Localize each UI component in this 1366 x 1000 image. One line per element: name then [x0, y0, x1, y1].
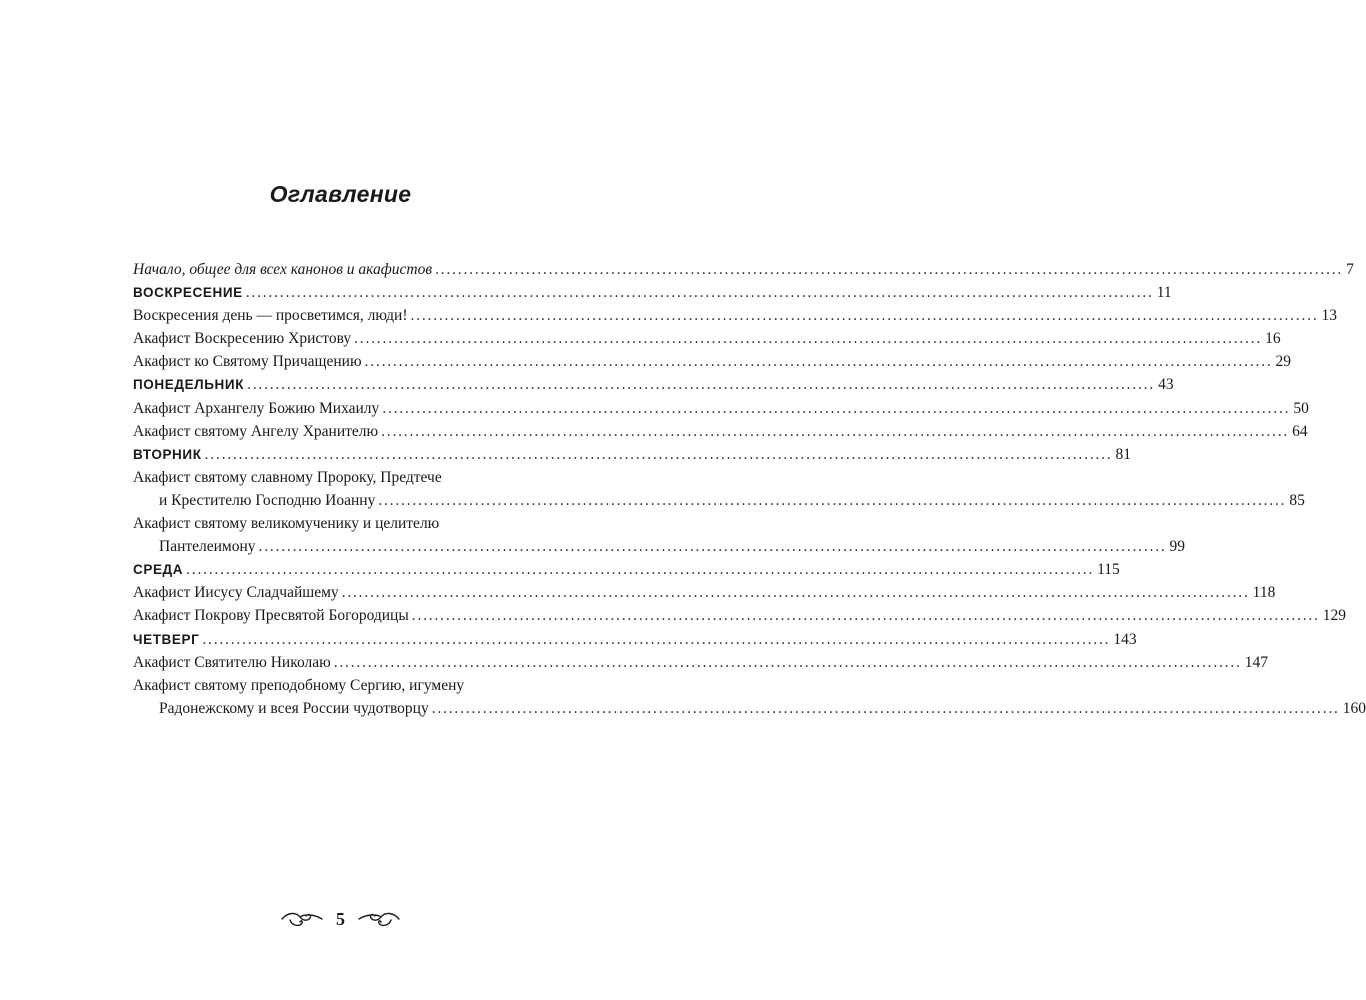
dot-leader: ................................................................................................................................................................ — [381, 422, 1290, 440]
toc-entry[interactable] — [133, 604, 1347, 627]
dot-leader: ................................................................................................................................................................ — [411, 607, 1320, 625]
toc-entry[interactable] — [133, 304, 1337, 327]
toc-entry-page: 16 — [1265, 330, 1281, 348]
dot-leader: ................................................................................................................................................................ — [382, 399, 1291, 417]
dot-leader: ................................................................................................................................................................ — [364, 353, 1273, 371]
toc-entry[interactable] — [133, 581, 1276, 604]
dot-leader: ................................................................................................................................................................ — [410, 307, 1319, 325]
toc-entry-label: СРЕДА — [133, 562, 184, 578]
toc-entry-label: Акафист Иисусу Сладчайшему — [133, 584, 339, 602]
toc-entry-label: ВТОРНИК — [133, 446, 202, 462]
toc-entry-page: 50 — [1293, 399, 1309, 417]
dot-leader: ................................................................................................................................................................ — [431, 699, 1340, 717]
toc-entry-label-line1: Акафист святому славному Пророку, Предтече — [133, 468, 442, 486]
toc-section-heading[interactable] — [133, 558, 1120, 581]
toc-entry[interactable] — [133, 420, 1308, 443]
toc-entry-label: Воскресения день — просветимся, люди! — [133, 307, 408, 325]
toc-entry-label: Акафист ко Святому Причащению — [133, 353, 362, 371]
toc-entry[interactable] — [133, 466, 1305, 512]
toc-entry-page: 7 — [1346, 261, 1354, 278]
page-footer — [0, 908, 681, 930]
toc-entry-label: Акафист святому Ангелу Хранителю — [133, 422, 379, 440]
toc-entry-label: Акафист Покрову Пресвятой Богородицы — [133, 607, 409, 625]
toc-entry-label: ПОНЕДЕЛЬНИК — [133, 377, 245, 393]
toc-entry[interactable] — [133, 512, 1186, 558]
toc-entry[interactable] — [133, 397, 1309, 420]
toc-entry[interactable] — [133, 258, 1354, 281]
dot-leader: ................................................................................................................................................................ — [245, 284, 1154, 302]
table-of-contents — [133, 258, 1366, 720]
dot-leader: ................................................................................................................................................................ — [378, 491, 1287, 509]
toc-entry[interactable] — [133, 674, 1366, 720]
toc-entry-page: 29 — [1275, 353, 1292, 371]
toc-entry-page: 13 — [1321, 307, 1337, 325]
toc-entry-label: Акафист Святителю Николаю — [133, 653, 331, 671]
toc-section-heading[interactable] — [133, 443, 1132, 466]
toc-entry-page: 147 — [1244, 653, 1268, 671]
toc-entry-label: Акафист Воскресению Христову — [133, 330, 352, 348]
toc-entry-page: 11 — [1156, 284, 1172, 302]
dot-leader: ................................................................................................................................................................ — [354, 330, 1263, 348]
toc-entry-page: 85 — [1289, 491, 1305, 509]
toc-entry-label: Пантелеимону — [159, 538, 256, 556]
toc-entry-label: Начало, общее для всех канонов и акафистов — [133, 261, 433, 278]
toc-entry[interactable] — [133, 350, 1292, 373]
dot-leader: ................................................................................................................................................................ — [435, 261, 1344, 278]
dot-leader: ................................................................................................................................................................ — [258, 538, 1167, 556]
toc-entry[interactable] — [133, 327, 1281, 350]
dot-leader: ................................................................................................................................................................ — [202, 630, 1111, 648]
toc-entry-label-line1: Акафист святому великомученику и целителю — [133, 515, 440, 533]
toc-section-heading[interactable] — [133, 628, 1137, 651]
dot-leader: ................................................................................................................................................................ — [247, 376, 1156, 394]
toc-entry-page: 99 — [1169, 538, 1186, 556]
toc-entry-page: 118 — [1252, 584, 1276, 602]
toc-entry-label: и Крестителю Господню Иоанну — [159, 491, 376, 509]
toc-section-heading[interactable] — [133, 373, 1174, 396]
flourish-ornament-icon — [280, 908, 324, 930]
dot-leader: ................................................................................................................................................................ — [341, 584, 1250, 602]
page-number: 5 — [336, 908, 345, 929]
toc-entry-label-line1: Акафист святому преподобному Сергию, игумену — [133, 676, 465, 694]
page-title: Оглавление — [269, 181, 412, 207]
toc-section-heading[interactable] — [133, 281, 1172, 304]
toc-entry-page: 129 — [1322, 607, 1347, 625]
toc-entry-label: ЧЕТВЕРГ — [133, 631, 200, 647]
flourish-ornament-icon — [357, 908, 401, 930]
toc-entry-page: 81 — [1115, 445, 1132, 463]
toc-entry-page: 43 — [1158, 376, 1174, 394]
dot-leader: ................................................................................................................................................................ — [186, 561, 1095, 579]
dot-leader: ................................................................................................................................................................ — [204, 445, 1113, 463]
toc-entry[interactable] — [133, 651, 1268, 674]
toc-entry-page: 64 — [1292, 422, 1308, 440]
toc-entry-page: 160 — [1342, 699, 1366, 717]
toc-entry-page: 143 — [1113, 630, 1137, 648]
toc-entry-label: Радонежскому и всея России чудотворцу — [159, 699, 429, 717]
toc-entry-label: Акафист Архангелу Божию Михаилу — [133, 399, 380, 417]
toc-entry-label: ВОСКРЕСЕНИЕ — [133, 285, 243, 301]
dot-leader: ................................................................................................................................................................ — [333, 653, 1242, 671]
toc-entry-page: 115 — [1097, 561, 1120, 579]
